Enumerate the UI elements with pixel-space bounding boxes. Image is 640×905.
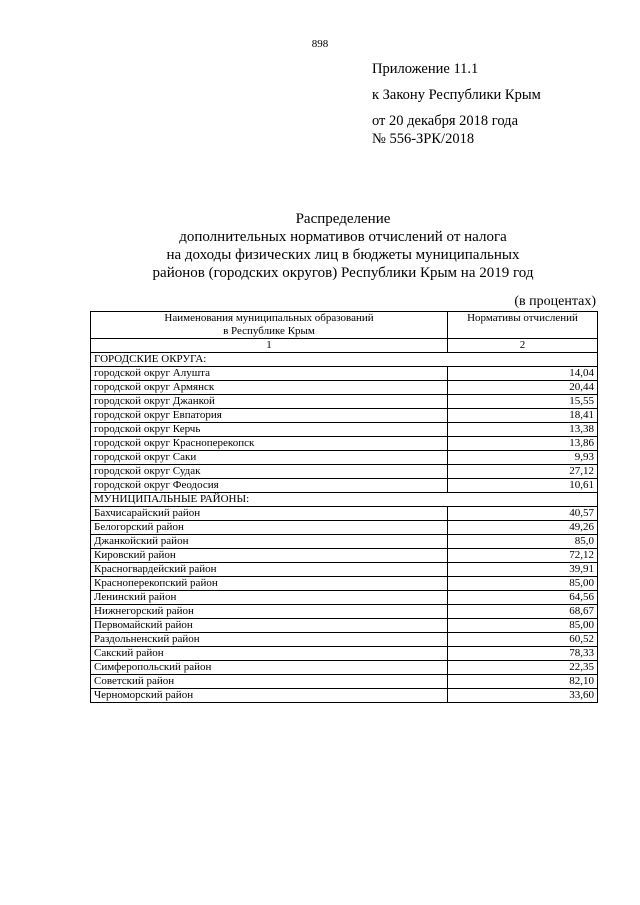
row-name: Первомайский район	[91, 619, 448, 633]
table-row	[91, 661, 598, 675]
row-name: городской округ Армянск	[91, 381, 448, 395]
table-row	[91, 423, 598, 437]
row-value: 78,33	[448, 647, 598, 661]
table-row	[91, 563, 598, 577]
table-row	[91, 633, 598, 647]
title-line-3: на доходы физических лиц в бюджеты муниципальных	[166, 247, 520, 263]
table-row	[91, 605, 598, 619]
table-row	[91, 535, 598, 549]
row-value: 14,04	[448, 367, 598, 381]
row-value: 13,86	[448, 437, 598, 451]
row-value: 40,57	[448, 507, 598, 521]
section-title-cities: ГОРОДСКИЕ ОКРУГА:	[91, 353, 598, 367]
column-number-1: 1	[91, 339, 448, 353]
table-row	[91, 549, 598, 563]
header-rate: Нормативы отчислений	[448, 312, 598, 339]
table-row	[91, 675, 598, 689]
table-row	[91, 409, 598, 423]
row-value: 13,38	[448, 423, 598, 437]
header-name-line-1: Наименования муниципальных образований	[164, 312, 374, 324]
row-name: Раздольненский район	[91, 633, 448, 647]
row-name: Красноперекопский район	[91, 577, 448, 591]
header-name-line-2: в Республике Крым	[223, 325, 315, 337]
row-name: Бахчисарайский район	[91, 507, 448, 521]
table-row	[91, 591, 598, 605]
table-row	[91, 367, 598, 381]
units-note: (в процентах)	[514, 294, 596, 309]
row-name: городской округ Джанкой	[91, 395, 448, 409]
section-title-districts: МУНИЦИПАЛЬНЫЕ РАЙОНЫ:	[91, 493, 598, 507]
row-value: 10,61	[448, 479, 598, 493]
table-row	[91, 437, 598, 451]
row-name: городской округ Феодосия	[91, 479, 448, 493]
row-value: 85,00	[448, 577, 598, 591]
table-row	[91, 619, 598, 633]
row-value: 85,00	[448, 619, 598, 633]
row-name: Джанкойский район	[91, 535, 448, 549]
title-line-2: дополнительных нормативов отчислений от налога	[179, 229, 507, 245]
row-name: городской округ Красноперекопск	[91, 437, 448, 451]
row-value: 20,44	[448, 381, 598, 395]
header-row	[91, 312, 598, 339]
annex-line-1: Приложение 11.1	[372, 61, 479, 77]
row-name: Ленинский район	[91, 591, 448, 605]
table-row	[91, 395, 598, 409]
table-body	[91, 353, 598, 703]
annex-line-3: от 20 декабря 2018 года	[372, 113, 518, 129]
table-row	[91, 381, 598, 395]
table-row	[91, 577, 598, 591]
distribution-table	[90, 311, 598, 703]
row-value: 72,12	[448, 549, 598, 563]
table-row	[91, 451, 598, 465]
row-value: 15,55	[448, 395, 598, 409]
table-row	[91, 689, 598, 703]
row-value: 22,35	[448, 661, 598, 675]
section-row-cities	[91, 353, 598, 367]
section-row-districts	[91, 493, 598, 507]
document-title	[0, 210, 640, 282]
row-name: Красногвардейский район	[91, 563, 448, 577]
row-name: Черноморский район	[91, 689, 448, 703]
row-name: Советский район	[91, 675, 448, 689]
column-number-row	[91, 339, 598, 353]
row-value: 68,67	[448, 605, 598, 619]
row-value: 27,12	[448, 465, 598, 479]
row-name: Сакский район	[91, 647, 448, 661]
title-line-4: районов (городских округов) Республики Крым на 2019 год	[152, 265, 534, 281]
row-value: 18,41	[448, 409, 598, 423]
annex-line-2: к Закону Республики Крым	[372, 87, 541, 103]
row-name: городской округ Судак	[91, 465, 448, 479]
row-value: 39,91	[448, 563, 598, 577]
header-name	[91, 312, 448, 339]
page-number: 898	[311, 38, 329, 50]
title-line-1: Распределение	[295, 211, 391, 227]
table-row	[91, 647, 598, 661]
row-value: 33,60	[448, 689, 598, 703]
row-name: Кировский район	[91, 549, 448, 563]
column-number-2: 2	[448, 339, 598, 353]
row-name: городской округ Алушта	[91, 367, 448, 381]
row-value: 64,56	[448, 591, 598, 605]
row-value: 85,0	[448, 535, 598, 549]
row-name: Белогорский район	[91, 521, 448, 535]
table-row	[91, 521, 598, 535]
row-value: 49,26	[448, 521, 598, 535]
row-name: городской округ Саки	[91, 451, 448, 465]
row-value: 82,10	[448, 675, 598, 689]
annex-line-4: № 556-ЗРК/2018	[372, 131, 475, 147]
row-name: городской округ Керчь	[91, 423, 448, 437]
table-row	[91, 465, 598, 479]
table-row	[91, 479, 598, 493]
row-name: Симферопольский район	[91, 661, 448, 675]
row-value: 60,52	[448, 633, 598, 647]
table-row	[91, 507, 598, 521]
row-value: 9,93	[448, 451, 598, 465]
row-name: городской округ Евпатория	[91, 409, 448, 423]
row-name: Нижнегорский район	[91, 605, 448, 619]
